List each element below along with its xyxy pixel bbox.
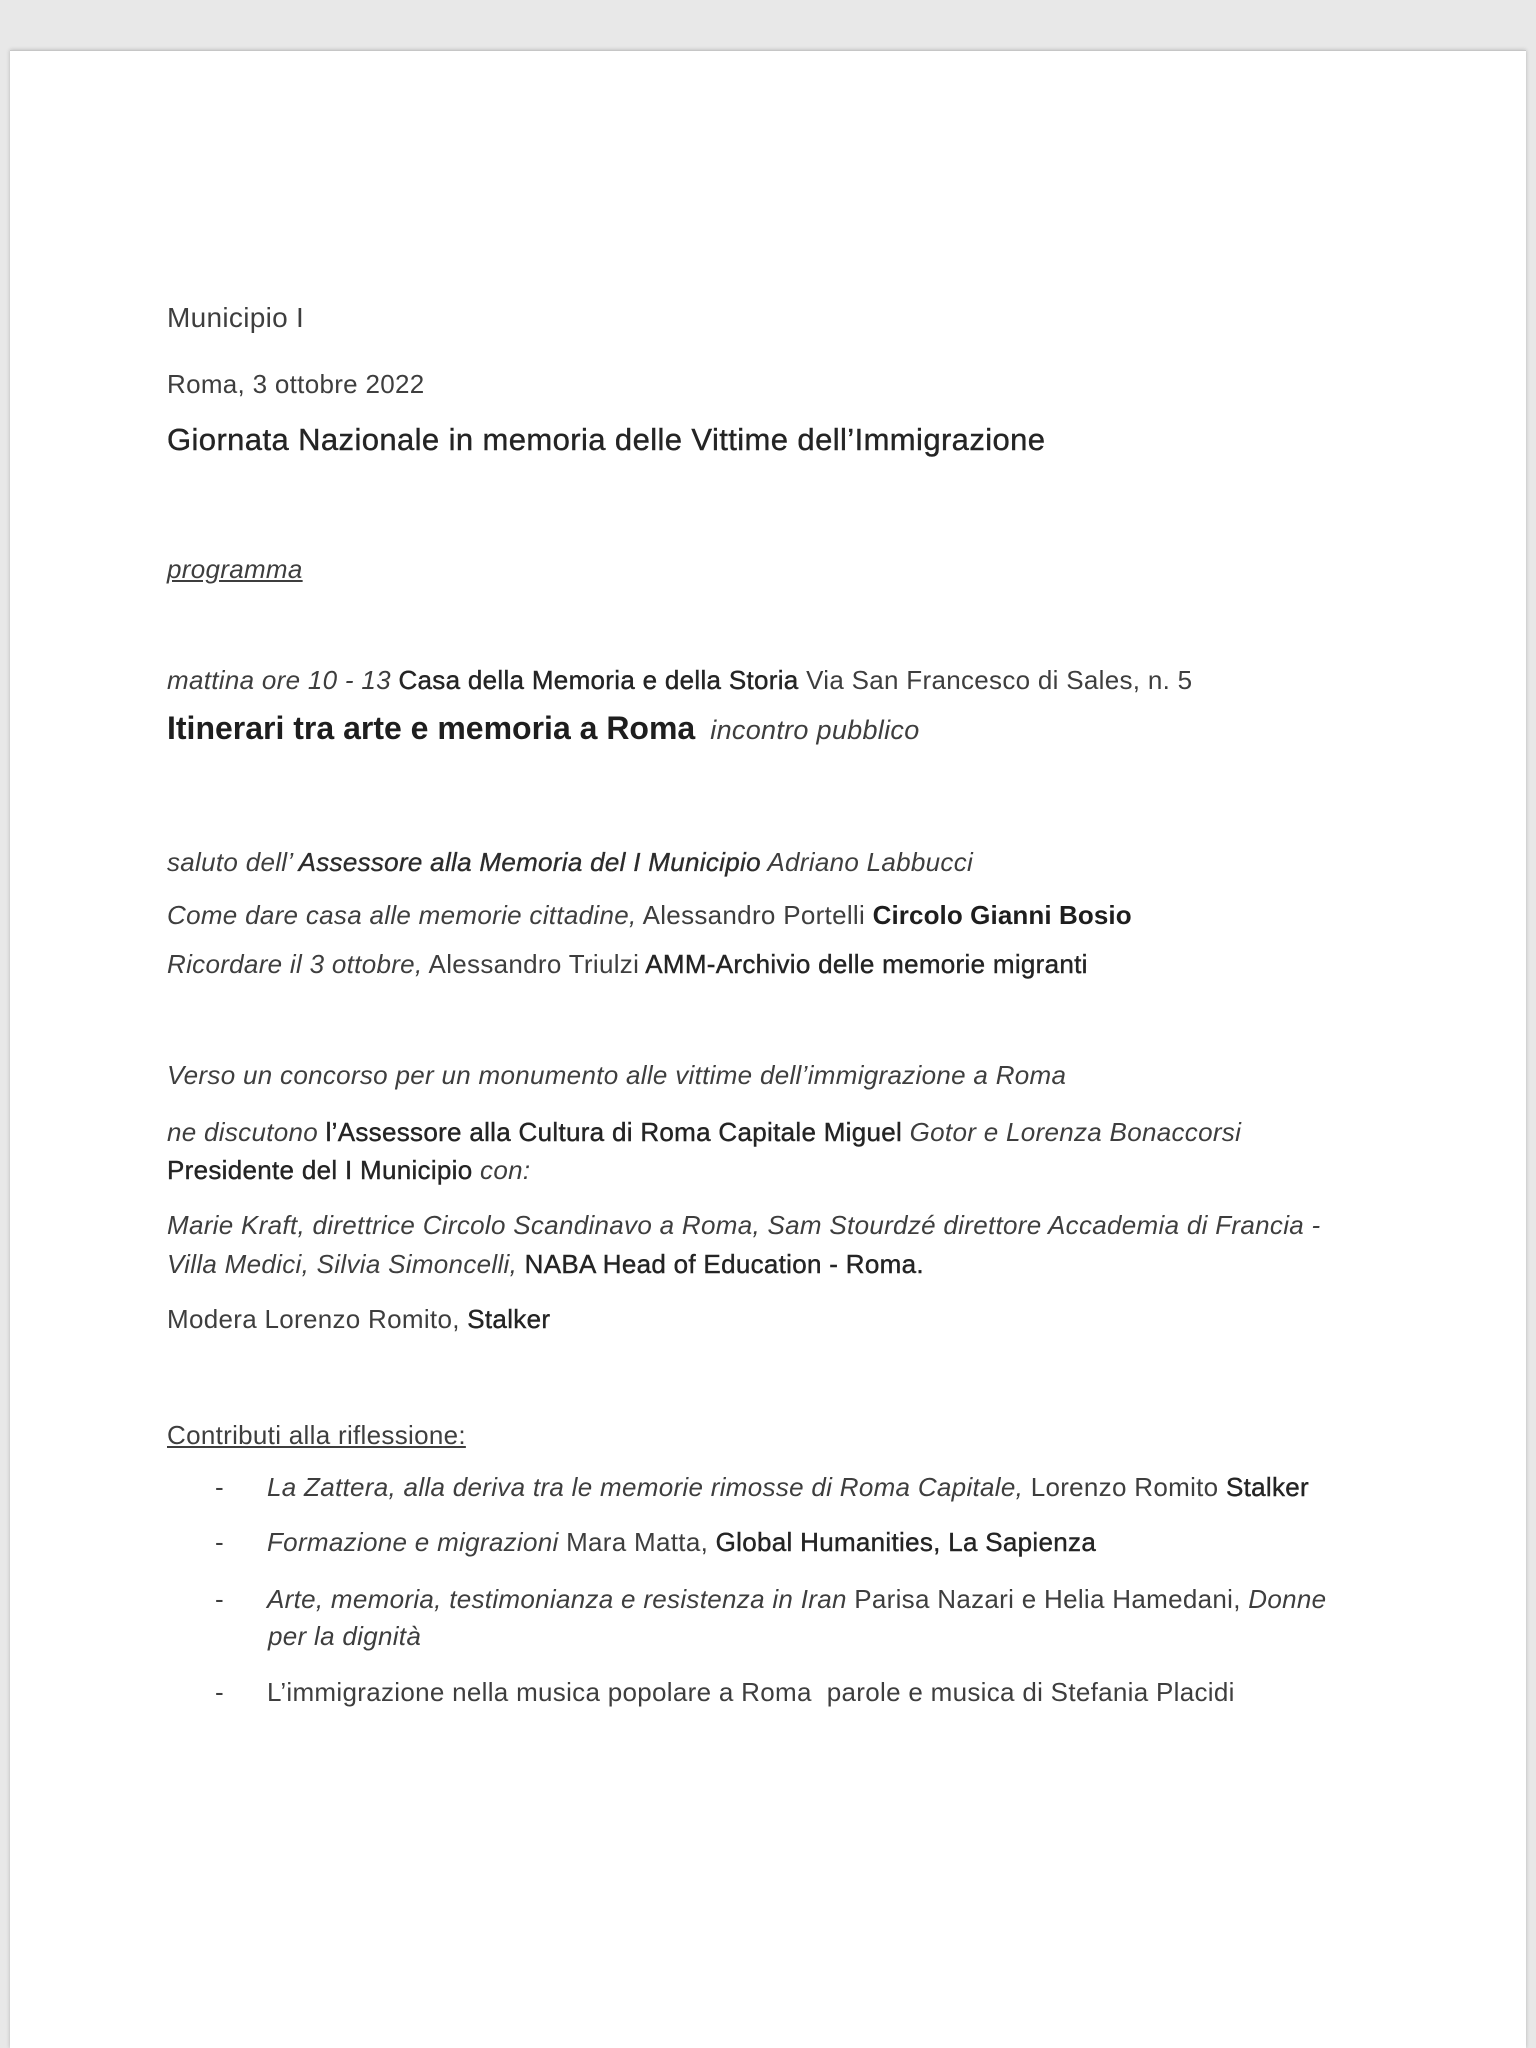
text-line-mattina [167,663,1192,697]
text-run: Alessandro Triulzi [422,949,646,979]
text-run: Gotor e Lorenza Bonaccorsi [909,1117,1242,1147]
text-line-main-title [167,423,1045,457]
document-content [10,51,1526,2048]
text-run: con: [480,1155,531,1185]
text-run: programma [167,554,303,584]
text-run: per la dignità [268,1621,422,1651]
text-run: Via San Francesco di Sales, n. 5 [806,665,1193,695]
text-line-contributi [167,1418,466,1452]
text-run: La Zattera, alla deriva tra le memorie rimosse di Roma Capitale, [267,1472,1031,1502]
text-run: Municipio I [167,302,305,333]
text-line-bullet-1 [215,1470,1309,1504]
text-run: Itinerari tra arte e memoria a Roma [167,710,696,746]
text-line-marie-kraft-1 [167,1208,1321,1242]
text-run [695,715,710,745]
text-line-ricordare [167,947,1088,981]
text-run: Verso un concorso per un monumento alle vittime dell’immigrazione a Roma [167,1060,1067,1090]
text-run: L’immigrazione nella musica popolare a Roma parole e musica di Stefania Placidi [267,1677,1235,1707]
text-line-date [167,367,425,401]
text-run: Stalker [1225,1472,1309,1502]
text-run: Casa della Memoria e della Storia [398,665,807,695]
text-run: ne discutono [167,1117,326,1147]
text-run: Alessandro Portelli [636,900,873,930]
text-line-municipio [167,301,304,335]
text-run: Stalker [467,1304,551,1334]
text-line-verso [167,1058,1066,1092]
text-run: Arte, memoria, testimonianza e resistenza in Iran [267,1584,855,1614]
text-run: Lorenzo Romito [1030,1472,1226,1502]
text-line-bullet-2 [215,1525,1096,1559]
text-line-modera [167,1302,550,1336]
text-run: Parisa Nazari e Helia Hamedani, [854,1584,1249,1614]
text-line-programma [167,552,303,586]
text-line-saluto [167,845,973,879]
text-run: l’Assessore alla Cultura di Roma Capitale Miguel [325,1117,910,1147]
text-run: Marie Kraft, direttrice Circolo Scandinavo a Roma, Sam Stourdzé direttore Accademia di Francia - [167,1210,1321,1240]
text-run: incontro pubblico [710,715,920,745]
bullet-dash: - [215,1677,224,1707]
text-run: Roma, 3 ottobre 2022 [167,369,425,399]
text-line-bullet-3a [215,1582,1326,1616]
text-run: NABA Head of Education - Roma. [524,1249,924,1279]
text-run: Mara Matta, [566,1527,716,1557]
text-run: Presidente del I Municipio [167,1155,481,1185]
text-line-ne-discutono-2 [167,1153,530,1187]
text-run: Giornata Nazionale in memoria delle Vittime dell’Immigrazione [167,422,1046,457]
text-run: Ricordare il 3 ottobre, [167,949,423,979]
text-run: mattina ore 10 - 13 [167,665,399,695]
text-run: Come dare casa alle memorie cittadine, [167,900,637,930]
text-run: Contributi alla riflessione: [167,1420,466,1450]
text-run: Assessore alla Memoria del I Municipio [298,847,768,877]
text-run: Villa Medici, Silvia Simoncelli, [167,1249,525,1279]
text-run: Formazione e migrazioni [267,1527,567,1557]
text-run: Global Humanities, La Sapienza [715,1527,1097,1557]
text-run: Modera Lorenzo Romito, [167,1304,468,1334]
text-run: AMM-Archivio delle memorie migranti [645,949,1088,979]
text-line-ne-discutono-1 [167,1115,1241,1149]
bullet-dash: - [215,1472,224,1502]
text-line-marie-kraft-2 [167,1247,924,1281]
text-line-itinerari [167,711,920,747]
text-run: Adriano Labbucci [767,847,974,877]
text-run: Circolo Gianni Bosio [872,900,1132,930]
text-line-bullet-3b [268,1619,421,1653]
text-run: saluto dell’ [167,847,299,877]
document-page [10,50,1526,2048]
bullet-dash: - [215,1584,224,1614]
text-line-come-dare [167,898,1132,932]
bullet-dash: - [215,1527,224,1557]
text-run: Donne [1248,1584,1327,1614]
text-line-bullet-4 [215,1675,1235,1709]
